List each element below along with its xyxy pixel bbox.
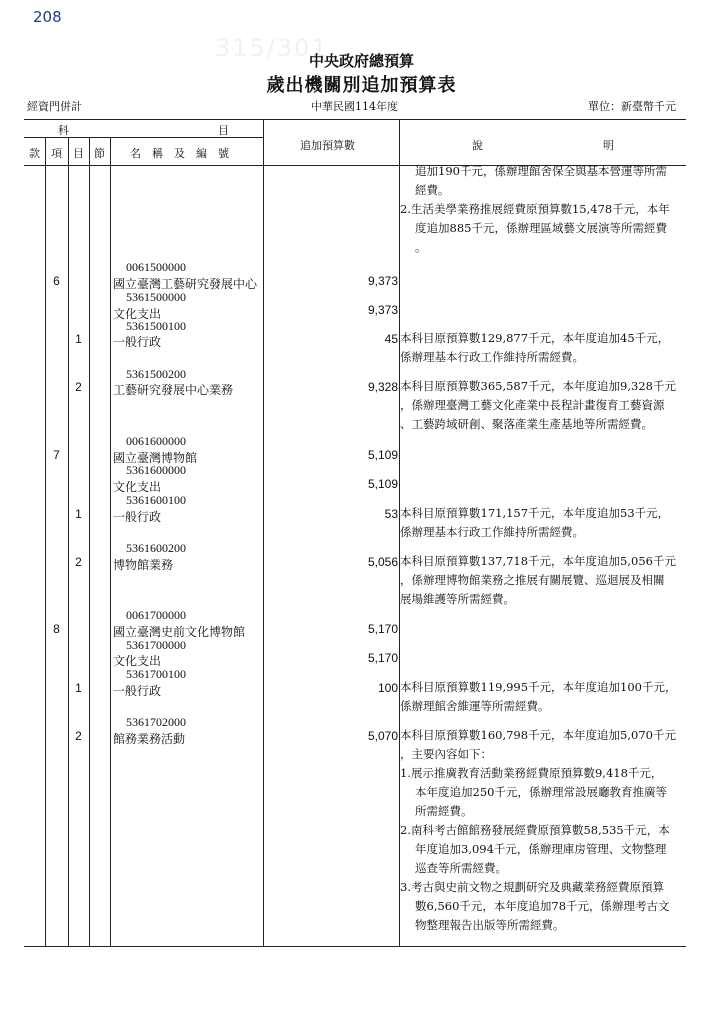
note-line: 度追加885千元，係辦理區域藝文展演等所需經費 <box>415 221 667 235</box>
row-xiang-number: 2 <box>75 729 82 743</box>
col-sep-xiang <box>68 137 69 946</box>
row-amount: 9,328 <box>367 380 398 394</box>
row-code: 5361600200 <box>126 541 186 555</box>
row-amount: 5,109 <box>367 477 398 491</box>
note-line: 巡查等所需經費。 <box>415 861 507 875</box>
col-sep-name <box>263 119 264 946</box>
col-sep-mu <box>89 137 90 946</box>
col-xiang-header: 項 <box>51 147 62 160</box>
note-line: 、工藝跨域研創、聚落產業生產基地等所需經費。 <box>400 417 653 431</box>
col-name-header: 名 稱 及 編 號 <box>130 147 229 160</box>
row-code: 5361500200 <box>126 367 186 381</box>
row-code: 0061700000 <box>126 608 186 622</box>
header-fiscal-year: 中華民國114年度 <box>311 100 398 113</box>
note-line: 本科目原預算數365,587千元，本年度追加9,328千元 <box>400 379 676 393</box>
note-line: ，係辦理博物館業務之推展有關展覽、巡迴展及相關 <box>400 573 665 587</box>
row-kuan-number: 6 <box>53 274 60 288</box>
row-note <box>400 329 669 367</box>
col-sep-jie <box>110 137 111 946</box>
row-note <box>400 552 676 609</box>
note-line: 。 <box>415 240 427 254</box>
note-line: 3.考古與史前文物之規劃研究及典藏業務經費原預算 <box>400 880 664 894</box>
note-line: 係辦理基本行政工作維持所需經費。 <box>400 350 584 364</box>
note-line: 本科目原預算數137,718千元，本年度追加5,056千元 <box>400 554 676 568</box>
page-number: 208 <box>33 8 62 26</box>
row-name: 國立臺灣史前文化博物館 <box>113 625 246 639</box>
row-amount: 5,170 <box>367 622 398 636</box>
col-mu-header: 目 <box>73 147 84 160</box>
col-sep-kuan <box>45 137 46 946</box>
row-xiang-number: 2 <box>75 555 82 569</box>
note-line: ，主要內容如下： <box>400 747 492 761</box>
row-note <box>400 377 676 434</box>
row-amount: 100 <box>377 681 398 695</box>
row-name: 文化支出 <box>113 654 162 668</box>
ghost-page-number: 315/301 <box>215 34 329 62</box>
row-code: 5361600100 <box>126 493 186 507</box>
header-unit: 單位：新臺幣千元 <box>588 100 676 113</box>
note-line: 數6,560千元，本年度追加78千元，係辦理考古文 <box>415 899 670 913</box>
note-line: 2.南科考古館館務發展經費原預算數58,535千元，本 <box>400 823 670 837</box>
note-line: 係辦理館舍維運等所需經費。 <box>400 699 550 713</box>
note-line: 2.生活美學業務推展經費原預算數15,478千元，本年 <box>400 202 670 216</box>
row-code: 5361702000 <box>126 715 186 729</box>
note-line: 係辦理基本行政工作維持所需經費。 <box>400 525 584 539</box>
continued-notes <box>400 162 670 257</box>
row-amount: 45 <box>384 332 398 346</box>
row-code: 0061600000 <box>126 434 186 448</box>
row-note <box>400 504 669 542</box>
row-note <box>400 678 677 716</box>
col-note-header-b: 明 <box>603 139 614 152</box>
table-title: 歲出機關別追加預算表 <box>266 75 457 96</box>
header-left: 經資門併計 <box>27 100 82 113</box>
row-amount: 5,070 <box>367 729 398 743</box>
row-kuan-number: 7 <box>53 448 60 462</box>
row-xiang-number: 1 <box>75 332 82 346</box>
row-name: 國立臺灣工藝研究發展中心 <box>113 277 258 291</box>
row-name: 一般行政 <box>113 335 162 349</box>
note-line: 1.展示推廣教育活動業務經費原預算數9,418千元， <box>400 766 663 780</box>
note-line: 經費。 <box>415 183 450 197</box>
row-code: 5361700000 <box>126 638 186 652</box>
row-name: 國立臺灣博物館 <box>113 451 198 465</box>
note-line: 所需經費。 <box>415 804 473 818</box>
row-xiang-number: 2 <box>75 380 82 394</box>
row-amount: 53 <box>384 507 398 521</box>
note-line: 本年度追加250千元，係辦理常設展廳教育推廣等 <box>415 785 667 799</box>
row-name: 博物館業務 <box>113 558 174 572</box>
col-kuan-header: 款 <box>29 147 40 160</box>
row-name: 文化支出 <box>113 307 162 321</box>
col-amount-header: 追加預算數 <box>300 139 355 152</box>
col-ke-label: 科 <box>58 124 69 137</box>
table-bottom-border <box>24 946 686 947</box>
row-name: 一般行政 <box>113 684 162 698</box>
note-line: 追加190千元，係辦理館舍保全與基本營運等所需 <box>415 164 667 178</box>
row-xiang-number: 1 <box>75 507 82 521</box>
note-line: 本科目原預算數160,798千元，本年度追加5,070千元 <box>400 728 676 742</box>
row-code: 5361500000 <box>126 290 186 304</box>
note-line: 年度追加3,094千元，係辦理庫房管理、文物整理 <box>415 842 667 856</box>
note-line: 本科目原預算數171,157千元，本年度追加53千元， <box>400 506 670 520</box>
col-mu-label: 目 <box>218 124 229 137</box>
row-amount: 9,373 <box>367 303 398 317</box>
note-line: 物整理報告出版等所需經費。 <box>415 918 565 932</box>
table-top-border <box>24 119 686 120</box>
row-amount: 5,170 <box>367 651 398 665</box>
row-code: 0061500000 <box>126 260 186 274</box>
row-name: 工藝研究發展中心業務 <box>113 383 234 397</box>
row-xiang-number: 1 <box>75 681 82 695</box>
row-note <box>400 726 676 935</box>
row-amount: 5,109 <box>367 448 398 462</box>
row-code: 5361500100 <box>126 319 186 333</box>
note-line: 展場維護等所需經費。 <box>400 592 515 606</box>
col-jie-header: 節 <box>94 147 105 160</box>
document-title: 中央政府總預算 <box>308 52 414 70</box>
row-amount: 5,056 <box>367 555 398 569</box>
row-amount: 9,373 <box>367 274 398 288</box>
row-code: 5361600000 <box>126 463 186 477</box>
note-line: 本科目原預算數129,877千元，本年度追加45千元， <box>400 331 670 345</box>
row-name: 文化支出 <box>113 480 162 494</box>
row-name: 一般行政 <box>113 510 162 524</box>
note-line: ，係辦理臺灣工藝文化產業中長程計畫復育工藝資源 <box>400 398 665 412</box>
row-kuan-number: 8 <box>53 622 60 636</box>
col-note-header-a: 說 <box>472 139 483 152</box>
row-name: 館務業務活動 <box>113 732 186 746</box>
note-line: 本科目原預算數119,995千元，本年度追加100千元， <box>400 680 677 694</box>
row-code: 5361700100 <box>126 667 186 681</box>
